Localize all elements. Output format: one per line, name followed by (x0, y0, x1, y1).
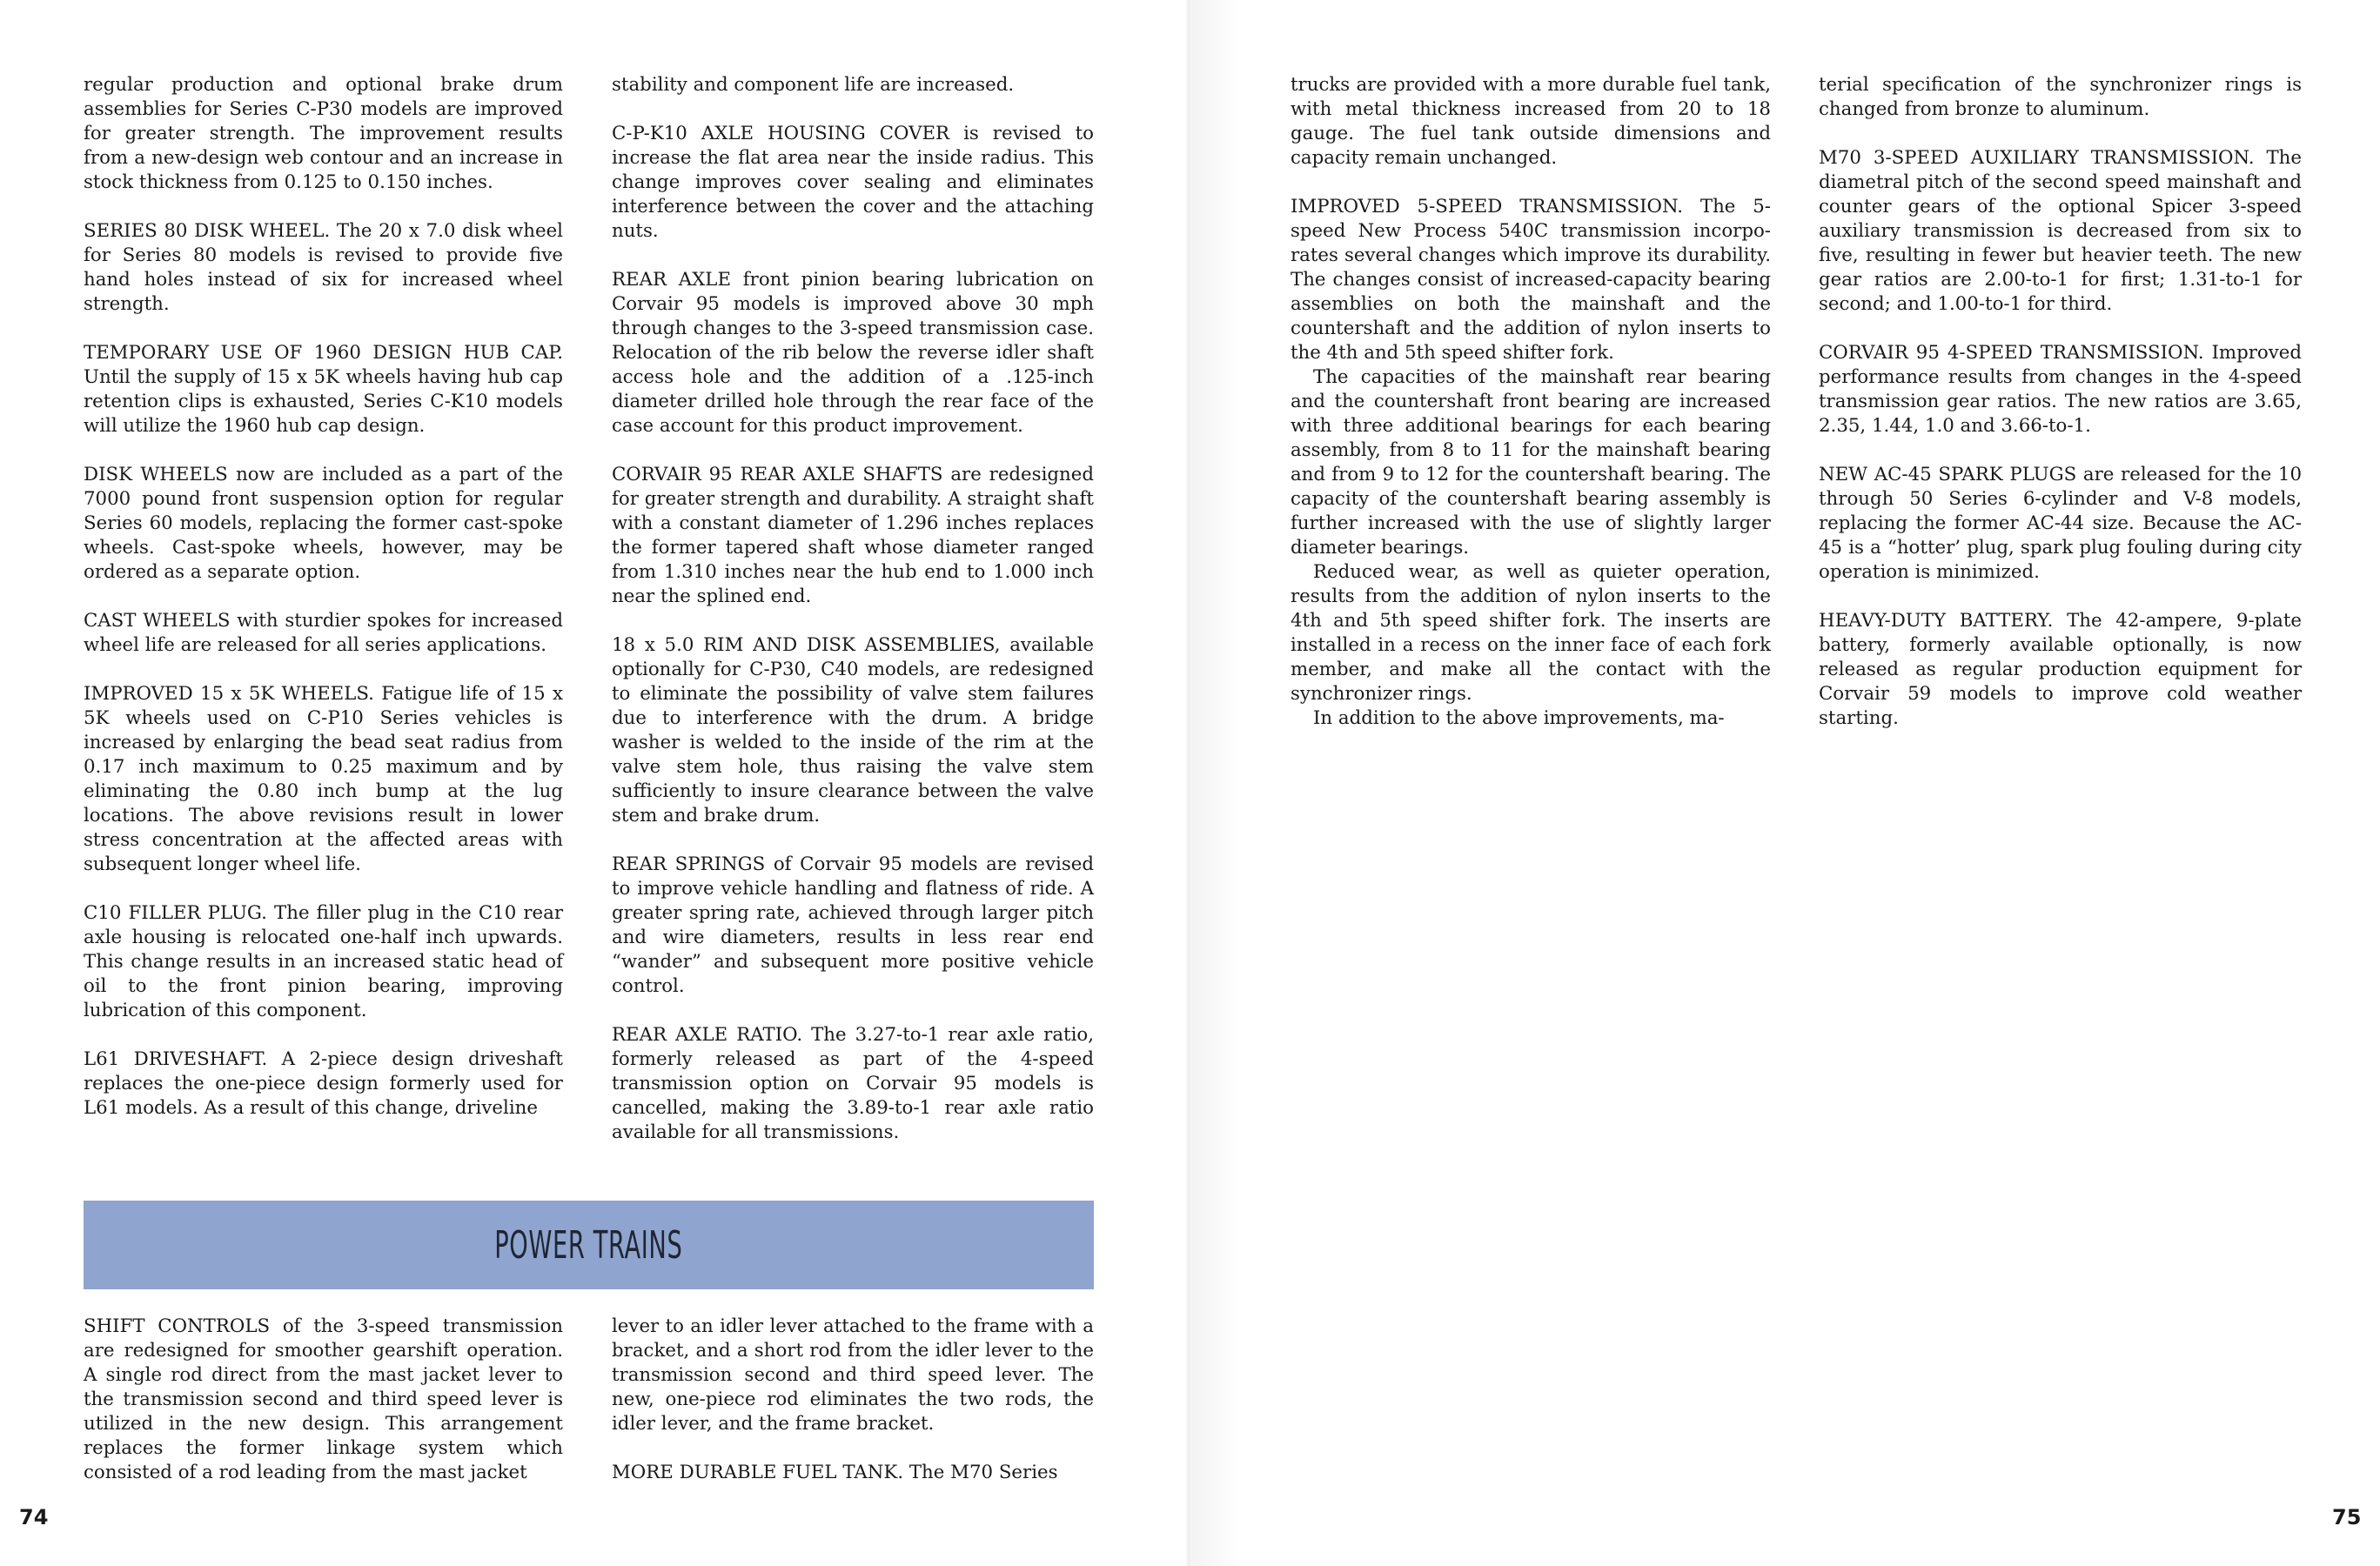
column-6 (612, 1315, 1094, 1485)
section-title: POWER TRAINS (494, 1222, 683, 1268)
paragraph-spark-plugs: NEW AC-45 SPARK PLUGS are released for the 10 through 50 Series 6-cylinder and V-8 models, replacing the former AC-44 size. Because the AC-45 is a “hotter’ plug, spark plug fouling during city operation is minimized. (1819, 464, 2302, 583)
paragraph-rear-axle-shafts: CORVAIR 95 REAR AXLE SHAFTS are redesigned for greater strength and durability. A straight shaft with a constant diameter of 1.296 inches replaces the former tapered shaft whose diameter ranged from 1.310 inches near the hub end to 1.000 inch near the splined end. (612, 464, 1094, 607)
paragraph-improved-wheels: IMPROVED 15 x 5K WHEELS. Fatigue life of 15 x 5K wheels used on C-P10 Series vehicles is increased by enlarging the bead seat radius from 0.17 inch maximum to 0.25 maximum and by eliminating the 0.80 inch bump at the lug locations. The above revisions result in lower stress concentration at the affected areas with subsequent longer wheel life. (84, 683, 563, 875)
paragraph-rear-axle-ratio: REAR AXLE RATIO. The 3.27-to-1 rear axle ratio, formerly released as part of the 4-speed transmission option on Corvair 95 models is cancelled, making the 3.89-to-1 rear axle ratio available for all transmissions. (612, 1024, 1094, 1143)
paragraph-fuel-tank-start: MORE DURABLE FUEL TANK. The M70 Series (612, 1462, 1058, 1483)
column-4 (1819, 73, 2302, 731)
paragraph-driveline-continued: stability and component life are increased. (612, 74, 1015, 96)
paragraph-hub-cap: TEMPORARY USE OF 1960 DESIGN HUB CAP. Until the supply of 15 x 5K wheels having hub cap retention clips is exhausted, Series C-K10 models will utilize the 1960 hub cap design. (84, 342, 563, 437)
paragraph-idler-lever: lever to an idler lever attached to the frame with a bracket, and a short rod from the idler lever to the transmission second and third speed lever. The new, one-piece rod eliminates the two rods, the idler lever, and the frame bracket. (612, 1315, 1094, 1435)
paragraph-additional-improvements: In addition to the above improvements, ma- (1313, 707, 1725, 729)
column-2 (612, 73, 1094, 1145)
paragraph-bearing-capacities: The capacities of the mainshaft rear bearing and the countershaft front bearing are increased with three additional bearings for each bearing assembly, from 8 to 11 for the mainshaft bearing and from 9 to 12 for the countershaft bearing. The capacity of the countershaft bearing assembly is further increased with the use of slightly larger diameter bearings. (1291, 366, 1771, 559)
paragraph-l61-driveshaft: L61 DRIVESHAFT. A 2-piece design driveshaft replaces the one-piece design formerly used for L61 models. As a result of this change, driveline (84, 1048, 563, 1119)
paragraph-rear-axle-lubrication: REAR AXLE front pinion bearing lubrication on Corvair 95 models is improved above 30 mph through changes to the 3-speed transmission case. Relocation of the rib below the reverse idler shaft access hole and the addition of a .125-inch diameter drilled hole through the rear face of the case account for this product improvement. (612, 269, 1094, 437)
paragraph-series-80-disk-wheel: SERIES 80 DISK WHEEL. The 20 x 7.0 disk wheel for Series 80 models is revised to provide five hand holes instead of six for increased wheel strength. (84, 220, 563, 315)
page-number: 74 (19, 1505, 49, 1529)
paragraph-brake-drum: regular production and optional brake drum assemblies for Series C-P30 models are improved for greater strength. The improvement results from a new-design web contour and an increase in stock thickness from 0.125 to 0.150 inches. (84, 74, 563, 193)
section-banner (84, 1201, 1094, 1289)
paragraph-c10-filler-plug: C10 FILLER PLUG. The filler plug in the C10 rear axle housing is relocated one-half inch upwards. This change results in an increased static head of oil to the front pinion bearing, improving lubrication of this component. (84, 902, 563, 1021)
column-5 (84, 1315, 563, 1485)
paragraph-heavy-duty-battery: HEAVY-DUTY BATTERY. The 42-ampere, 9-plate battery, formerly available optionally, is now released as regular production equipment for Corvair 59 models to improve cold weather starting. (1819, 610, 2302, 729)
column-1 (84, 73, 563, 1121)
paragraph-synchronizer-rings: terial specification of the synchronizer rings is changed from bronze to aluminum. (1819, 74, 2302, 120)
paragraph-cast-wheels: CAST WHEELS with sturdier spokes for increased wheel life are released for all series applications. (84, 610, 563, 656)
page-number: 75 (2332, 1505, 2362, 1529)
paragraph-rear-springs: REAR SPRINGS of Corvair 95 models are revised to improve vehicle handling and flatness of ride. A greater spring rate, achieved through larger pitch and wire diameters, results in less rear end “wander” and subsequent more positive vehicle control. (612, 853, 1094, 997)
paragraph-rim-disk-assemblies: 18 x 5.0 RIM AND DISK ASSEMBLIES, available optionally for C-P30, C40 models, are redesigned to eliminate the possibility of valve stem failures due to interference with the drum. A bridge washer is welded to the inside of the rim at the valve stem hole, thus raising the valve stem sufficiently to insure clearance between the valve stem and brake drum. (612, 634, 1094, 826)
paragraph-corvair-4-speed: CORVAIR 95 4-SPEED TRANSMISSION. Improved performance results from changes in the 4-speed transmission gear ratios. The new ratios are 3.65, 2.35, 1.44, 1.0 and 3.66-to-1. (1819, 342, 2302, 437)
paragraph-5-speed-transmission: IMPROVED 5-SPEED TRANSMISSION. The 5-speed New Process 540C transmission incorporates several changes which improve its durability. The changes consist of increased-capacity bearing assemblies on both the mainshaft and the countershaft and the addition of nylon inserts to the 4th and 5th speed shifter fork. (1291, 196, 1771, 364)
paragraph-axle-housing-cover: C-P-K10 AXLE HOUSING COVER is revised to increase the flat area near the inside radius. This change improves cover sealing and eliminates interference between the cover and the attaching nuts. (612, 123, 1094, 242)
paragraph-disk-wheels: DISK WHEELS now are included as a part of the 7000 pound front suspension option for regular Series 60 models, replacing the former cast-spoke wheels. Cast-spoke wheels, however, may be ordered as a separate option. (84, 464, 563, 583)
paragraph-auxiliary-transmission: M70 3-SPEED AUXILIARY TRANSMISSION. The diametral pitch of the second speed mainshaft and counter gears of the optional Spicer 3-speed auxiliary transmission is decreased from six to five, resulting in fewer but heavier teeth. The new gear ratios are 2.00-to-1 for first; 1.31-to-1 for second; and 1.00-to-1 for third. (1819, 147, 2302, 315)
paragraph-fuel-tank-continued: trucks are provided with a more durable fuel tank, with metal thickness increased from 20 to 18 gauge. The fuel tank outside dimensions and capacity remain unchanged. (1291, 74, 1771, 169)
paragraph-shift-controls: SHIFT CONTROLS of the 3-speed transmission are redesigned for smoother gearshift operation. A single rod direct from the mast jacket lever to the transmission second and third speed lever is utilized in the new design. This arrangement replaces the former linkage system which consisted of a rod leading from the mast jacket (84, 1315, 563, 1483)
column-3 (1291, 73, 1771, 731)
paragraph-reduced-wear: Reduced wear, as well as quieter operation, results from the addition of nylon inserts to the 4th and 5th speed shifter fork. The inserts are installed in a recess on the inner face of each fork member, and make all the contact with the synchronizer rings. (1291, 561, 1771, 705)
